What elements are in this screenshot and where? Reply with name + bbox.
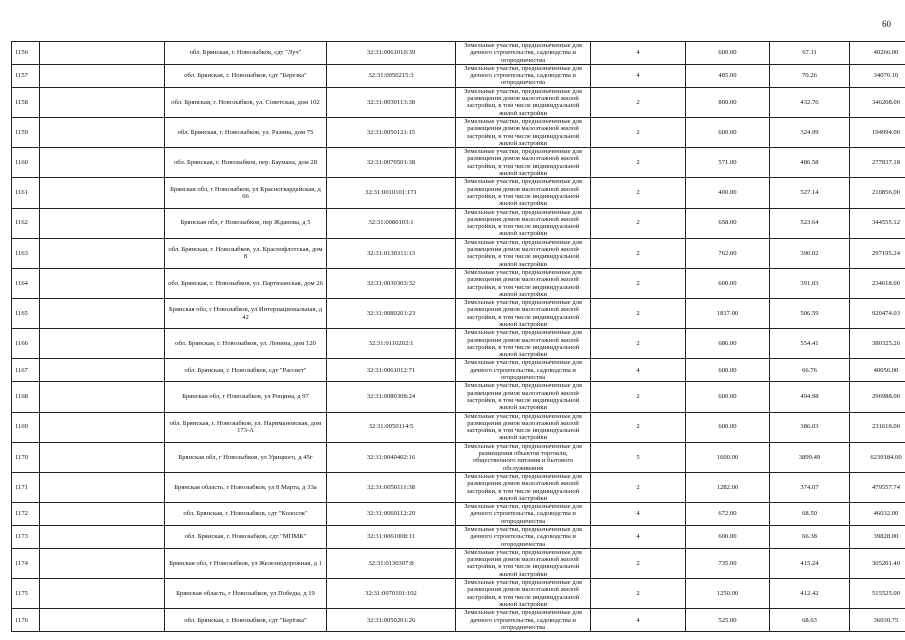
unit-value-cell: 494.98 <box>770 382 850 412</box>
address-cell: обл. Брянская, г. Новозыбков, ул. Советская, дом 102 <box>165 87 327 117</box>
category-cell: 4 <box>591 64 686 87</box>
category-cell: 2 <box>591 87 686 117</box>
land-use-cell: Земельные участки, предназначенные для размещения домов малоэтажной жилой застройки, в том числе индивидуальной жилой застройки <box>456 178 591 208</box>
area-cell: 1282.00 <box>686 472 770 502</box>
table-row <box>12 87 905 117</box>
cadastral-number-cell: 32:31:0030303:32 <box>327 268 456 298</box>
area-cell: 800.00 <box>686 87 770 117</box>
category-cell: 2 <box>591 382 686 412</box>
blank-cell <box>40 412 165 442</box>
table-body <box>12 42 905 632</box>
area-cell: 762.00 <box>686 238 770 268</box>
address-cell: Брянская обл, г Новозыбков, ул Железнодорожная, д 1 <box>165 548 327 578</box>
cadastral-value-cell: 39828.00 <box>850 526 905 549</box>
category-cell: 4 <box>591 526 686 549</box>
category-cell: 4 <box>591 359 686 382</box>
area-cell: 525.00 <box>686 609 770 632</box>
area-cell: 686.00 <box>686 329 770 359</box>
blank-cell <box>40 579 165 609</box>
cadastral-value-cell: 344555.12 <box>850 208 905 238</box>
blank-cell <box>40 382 165 412</box>
row-number-cell: 1174 <box>12 548 40 578</box>
blank-cell <box>40 42 165 65</box>
unit-value-cell: 3899.49 <box>770 442 850 472</box>
blank-cell <box>40 548 165 578</box>
address-cell: обл. Брянская, г. Новозыбков, сдт "Луч" <box>165 42 327 65</box>
category-cell: 2 <box>591 412 686 442</box>
row-number-cell: 1163 <box>12 238 40 268</box>
row-number-cell: 1173 <box>12 526 40 549</box>
cadastral-number-cell: 32:31:0110202:1 <box>327 329 456 359</box>
blank-cell <box>40 268 165 298</box>
cadastral-value-cell: 277837.18 <box>850 148 905 178</box>
blank-cell <box>40 329 165 359</box>
cadastral-value-cell: 210856.00 <box>850 178 905 208</box>
cadastral-number-cell: 32:31:0061008:11 <box>327 526 456 549</box>
unit-value-cell: 324.99 <box>770 117 850 147</box>
land-use-cell: Земельные участки, предназначенные для размещения домов малоэтажной жилой застройки, в том числе индивидуальной жилой застройки <box>456 548 591 578</box>
land-use-cell: Земельные участки, предназначенные для размещения домов малоэтажной жилой застройки, в том числе индивидуальной жилой застройки <box>456 268 591 298</box>
area-cell: 600.00 <box>686 412 770 442</box>
land-use-cell: Земельные участки, предназначенные для размещения домов малоэтажной жилой застройки, в том числе индивидуальной жилой застройки <box>456 299 591 329</box>
cadastral-value-cell: 920474.03 <box>850 299 905 329</box>
table-row <box>12 382 905 412</box>
row-number-cell: 1156 <box>12 42 40 65</box>
area-cell: 658.00 <box>686 208 770 238</box>
row-number-cell: 1161 <box>12 178 40 208</box>
cadastral-value-cell: 194994.00 <box>850 117 905 147</box>
category-cell: 2 <box>591 148 686 178</box>
land-use-cell: Земельные участки, предназначенные для размещения домов малоэтажной жилой застройки, в том числе индивидуальной жилой застройки <box>456 87 591 117</box>
row-number-cell: 1165 <box>12 299 40 329</box>
area-cell: 735.00 <box>686 548 770 578</box>
area-cell: 600.00 <box>686 117 770 147</box>
address-cell: Брянская обл, г Новозыбков, ул Урицкого, д 45г <box>165 442 327 472</box>
category-cell: 2 <box>591 238 686 268</box>
blank-cell <box>40 442 165 472</box>
address-cell: обл. Брянская, г. Новозыбков, ул. Партизанская, дом 26 <box>165 268 327 298</box>
cadastral-number-cell: 32:31:0061010:39 <box>327 42 456 65</box>
cadastral-number-cell: 32:31:0061012:71 <box>327 359 456 382</box>
table-row <box>12 503 905 526</box>
area-cell: 600.00 <box>686 382 770 412</box>
table-row <box>12 299 905 329</box>
table-row <box>12 64 905 87</box>
area-cell: 672.00 <box>686 503 770 526</box>
blank-cell <box>40 503 165 526</box>
row-number-cell: 1159 <box>12 117 40 147</box>
unit-value-cell: 412.42 <box>770 579 850 609</box>
cadastral-number-cell: 32:31:0080308:24 <box>327 382 456 412</box>
address-cell: обл. Брянская, г. Новозыбков, сдт "МПМК" <box>165 526 327 549</box>
cadastral-number-cell: 32:31:0080201:23 <box>327 299 456 329</box>
category-cell: 2 <box>591 329 686 359</box>
land-use-cell: Земельные участки, предназначенные для размещения объектов торговли, общественного питания и бытового обслуживания <box>456 442 591 472</box>
category-cell: 4 <box>591 503 686 526</box>
address-cell: обл. Брянская, г. Новозыбков, сдт "Березка" <box>165 64 327 87</box>
cadastral-value-cell: 40056.00 <box>850 359 905 382</box>
row-number-cell: 1162 <box>12 208 40 238</box>
table-row <box>12 472 905 502</box>
blank-cell <box>40 359 165 382</box>
table-row <box>12 442 905 472</box>
area-cell: 400.00 <box>686 178 770 208</box>
blank-cell <box>40 609 165 632</box>
table-row <box>12 268 905 298</box>
address-cell: Брянская обл, г Новозыбков, ул Красногвардейская, д 66 <box>165 178 327 208</box>
blank-cell <box>40 117 165 147</box>
unit-value-cell: 432.76 <box>770 87 850 117</box>
area-cell: 600.00 <box>686 268 770 298</box>
cadastral-number-cell: 32:31:0050111:38 <box>327 472 456 502</box>
blank-cell <box>40 178 165 208</box>
category-cell: 2 <box>591 299 686 329</box>
address-cell: обл. Брянская, г. Новозыбков, ул. Ленина, дом 120 <box>165 329 327 359</box>
cadastral-number-cell: 32:31:0130311:13 <box>327 238 456 268</box>
cadastral-number-cell: 32:31:0070501:38 <box>327 148 456 178</box>
blank-cell <box>40 208 165 238</box>
cadastral-number-cell: 32:31:0010101:171 <box>327 178 456 208</box>
cadastral-value-cell: 36030.75 <box>850 609 905 632</box>
cadastral-value-cell: 515525.00 <box>850 579 905 609</box>
table-row <box>12 579 905 609</box>
land-use-cell: Земельные участки, предназначенные для размещения домов малоэтажной жилой застройки, в том числе индивидуальной жилой застройки <box>456 472 591 502</box>
unit-value-cell: 415.24 <box>770 548 850 578</box>
land-use-cell: Земельные участки, предназначенные для размещения домов малоэтажной жилой застройки, в том числе индивидуальной жилой застройки <box>456 148 591 178</box>
unit-value-cell: 68.50 <box>770 503 850 526</box>
row-number-cell: 1160 <box>12 148 40 178</box>
page-number: 60 <box>882 19 891 29</box>
cadastral-value-cell: 231618.00 <box>850 412 905 442</box>
table-row <box>12 609 905 632</box>
unit-value-cell: 67.11 <box>770 42 850 65</box>
area-cell: 1817.00 <box>686 299 770 329</box>
row-number-cell: 1164 <box>12 268 40 298</box>
category-cell: 2 <box>591 472 686 502</box>
cadastral-value-cell: 297195.24 <box>850 238 905 268</box>
unit-value-cell: 66.76 <box>770 359 850 382</box>
table-row <box>12 412 905 442</box>
category-cell: 4 <box>591 42 686 65</box>
address-cell: обл. Брянская, г. Новозыбков, сдт "Колосок" <box>165 503 327 526</box>
area-cell: 1250.00 <box>686 579 770 609</box>
table-row <box>12 548 905 578</box>
land-use-cell: Земельные участки, предназначенные для размещения домов малоэтажной жилой застройки, в том числе индивидуальной жилой застройки <box>456 412 591 442</box>
land-use-cell: Земельные участки, предназначенные для дачного строительства, садоводства и огородничества <box>456 359 591 382</box>
unit-value-cell: 66.38 <box>770 526 850 549</box>
cadastral-value-cell: 234618.00 <box>850 268 905 298</box>
address-cell: Брянская обл, г Новозыбков, ул Интернациональная, д 42 <box>165 299 327 329</box>
cadastral-number-cell: 32:31:0060112:20 <box>327 503 456 526</box>
cadastral-number-cell: 32:31:0040402:16 <box>327 442 456 472</box>
cadastral-number-cell: 32:31:0080103:1 <box>327 208 456 238</box>
row-number-cell: 1167 <box>12 359 40 382</box>
table-row <box>12 208 905 238</box>
cadastral-value-cell: 46032.00 <box>850 503 905 526</box>
land-use-cell: Земельные участки, предназначенные для дачного строительства, садоводства и огородничества <box>456 526 591 549</box>
cadastral-number-cell: 32:31:0070101:102 <box>327 579 456 609</box>
land-use-cell: Земельные участки, предназначенные для дачного строительства, садоводства и огородничества <box>456 503 591 526</box>
address-cell: обл. Брянская, г. Новозыбков, сдт "Берёзка" <box>165 609 327 632</box>
land-use-cell: Земельные участки, предназначенные для дачного строительства, садоводства и огородничества <box>456 42 591 65</box>
category-cell: 2 <box>591 208 686 238</box>
table-row <box>12 178 905 208</box>
blank-cell <box>40 526 165 549</box>
cadastral-number-cell: 32:31:0130307:8 <box>327 548 456 578</box>
cadastral-number-cell: 32:31:0050121:15 <box>327 117 456 147</box>
unit-value-cell: 486.58 <box>770 148 850 178</box>
unit-value-cell: 386.03 <box>770 412 850 442</box>
land-use-cell: Земельные участки, предназначенные для дачного строительства, садоводства и огородничества <box>456 64 591 87</box>
row-number-cell: 1176 <box>12 609 40 632</box>
table-row <box>12 42 905 65</box>
cadastral-value-cell: 6239184.00 <box>850 442 905 472</box>
category-cell: 2 <box>591 117 686 147</box>
blank-cell <box>40 472 165 502</box>
blank-cell <box>40 64 165 87</box>
address-cell: Брянская обл, г Новозыбков, ул Рощина, д 97 <box>165 382 327 412</box>
area-cell: 600.00 <box>686 42 770 65</box>
category-cell: 2 <box>591 178 686 208</box>
cadastral-number-cell: 32:31:0050114:5 <box>327 412 456 442</box>
land-use-cell: Земельные участки, предназначенные для размещения домов малоэтажной жилой застройки, в том числе индивидуальной жилой застройки <box>456 579 591 609</box>
cadastral-value-cell: 479557.74 <box>850 472 905 502</box>
table-row <box>12 117 905 147</box>
table-row <box>12 329 905 359</box>
unit-value-cell: 390.02 <box>770 238 850 268</box>
unit-value-cell: 68.63 <box>770 609 850 632</box>
address-cell: Брянская обл, г Новозыбков, пер Жданова, д 5 <box>165 208 327 238</box>
cadastral-value-cell: 380325.26 <box>850 329 905 359</box>
unit-value-cell: 527.14 <box>770 178 850 208</box>
address-cell: обл. Брянская, г. Новозыбков, ул. Разина, дом 75 <box>165 117 327 147</box>
area-cell: 1600.00 <box>686 442 770 472</box>
row-number-cell: 1157 <box>12 64 40 87</box>
land-use-cell: Земельные участки, предназначенные для размещения домов малоэтажной жилой застройки, в том числе индивидуальной жилой застройки <box>456 117 591 147</box>
unit-value-cell: 506.59 <box>770 299 850 329</box>
land-use-cell: Земельные участки, предназначенные для размещения домов малоэтажной жилой застройки, в том числе индивидуальной жилой застройки <box>456 238 591 268</box>
cadastral-value-cell: 305201.40 <box>850 548 905 578</box>
address-cell: обл. Брянская, г. Новозыбков, пер. Баумана, дом 28 <box>165 148 327 178</box>
land-use-cell: Земельные участки, предназначенные для размещения домов малоэтажной жилой застройки, в том числе индивидуальной жилой застройки <box>456 382 591 412</box>
unit-value-cell: 391.03 <box>770 268 850 298</box>
row-number-cell: 1175 <box>12 579 40 609</box>
row-number-cell: 1171 <box>12 472 40 502</box>
cadastral-value-cell: 296988.00 <box>850 382 905 412</box>
unit-value-cell: 374.07 <box>770 472 850 502</box>
row-number-cell: 1169 <box>12 412 40 442</box>
address-cell: обл. Брянская, г. Новозыбков, ул. Наримановская, дом 173-А <box>165 412 327 442</box>
area-cell: 600.00 <box>686 526 770 549</box>
area-cell: 571.00 <box>686 148 770 178</box>
blank-cell <box>40 148 165 178</box>
cadastral-number-cell: 32:31:0050215:3 <box>327 64 456 87</box>
category-cell: 2 <box>591 548 686 578</box>
blank-cell <box>40 299 165 329</box>
area-cell: 600.00 <box>686 359 770 382</box>
land-registry-table <box>11 41 905 632</box>
area-cell: 485.00 <box>686 64 770 87</box>
unit-value-cell: 523.64 <box>770 208 850 238</box>
table-row <box>12 148 905 178</box>
cadastral-number-cell: 32:31:0050201:26 <box>327 609 456 632</box>
cadastral-number-cell: 32:31:0030113:38 <box>327 87 456 117</box>
blank-cell <box>40 238 165 268</box>
land-use-cell: Земельные участки, предназначенные для размещения домов малоэтажной жилой застройки, в том числе индивидуальной жилой застройки <box>456 208 591 238</box>
row-number-cell: 1168 <box>12 382 40 412</box>
category-cell: 5 <box>591 442 686 472</box>
cadastral-value-cell: 40266.00 <box>850 42 905 65</box>
address-cell: Брянская область, г Новозыбков, ул 8 Марта, д 33а <box>165 472 327 502</box>
row-number-cell: 1166 <box>12 329 40 359</box>
unit-value-cell: 70.26 <box>770 64 850 87</box>
land-use-cell: Земельные участки, предназначенные для дачного строительства, садоводства и огородничества <box>456 609 591 632</box>
table-row <box>12 359 905 382</box>
row-number-cell: 1158 <box>12 87 40 117</box>
category-cell: 4 <box>591 609 686 632</box>
blank-cell <box>40 87 165 117</box>
address-cell: Брянская область, г Новозыбков, ул Победы, д 19 <box>165 579 327 609</box>
table-row <box>12 526 905 549</box>
unit-value-cell: 554.41 <box>770 329 850 359</box>
cadastral-value-cell: 346208.00 <box>850 87 905 117</box>
category-cell: 2 <box>591 579 686 609</box>
category-cell: 2 <box>591 268 686 298</box>
address-cell: обл. Брянская, г. Новозыбков, ул. Краснофлотская, дом 8 <box>165 238 327 268</box>
cadastral-value-cell: 34076.10 <box>850 64 905 87</box>
address-cell: обл. Брянская, г. Новозыбков, сдт "Рассвет" <box>165 359 327 382</box>
land-use-cell: Земельные участки, предназначенные для размещения домов малоэтажной жилой застройки, в том числе индивидуальной жилой застройки <box>456 329 591 359</box>
row-number-cell: 1172 <box>12 503 40 526</box>
table-row <box>12 238 905 268</box>
row-number-cell: 1170 <box>12 442 40 472</box>
